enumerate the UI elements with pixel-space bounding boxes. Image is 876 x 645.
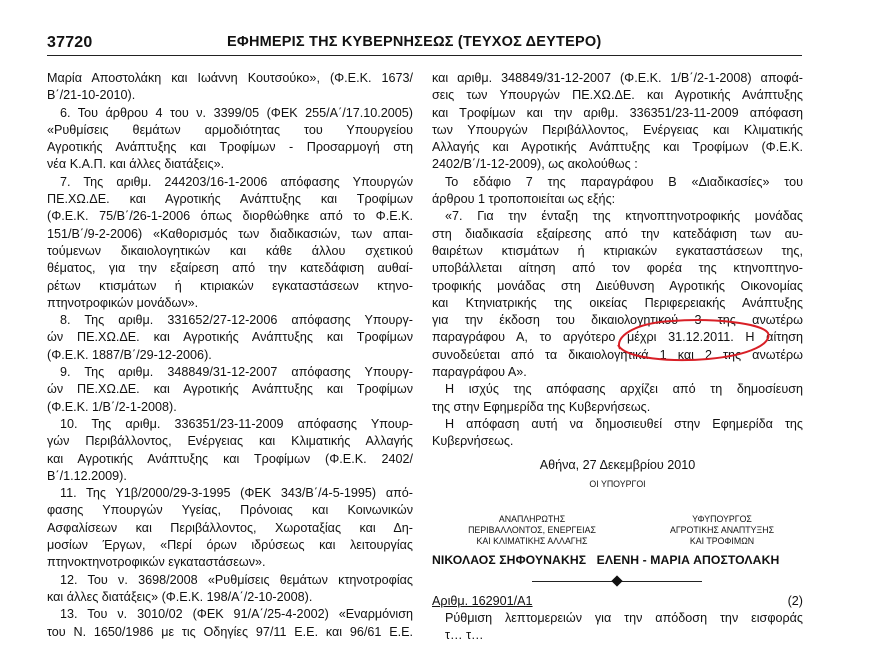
decision-number: Αριθμ. 162901/Α1 xyxy=(432,594,533,608)
text-line: ών ΠΕ.ΧΩ.ΔΕ. και Αγροτικής Ανάπτυξης και Τροφίμων xyxy=(47,382,413,397)
title-line: ΥΦΥΠΟΥΡΓΟΣ xyxy=(692,514,752,524)
ministers-label: ΟΙ ΥΠΟΥΡΓΟΙ xyxy=(589,478,646,489)
signatory-left-name: ΝΙΚΟΛΑΟΣ ΣΗΦΟΥΝΑΚΗΣ xyxy=(432,553,587,567)
text-line: πτηνοτροφικών μονάδων». xyxy=(47,295,199,310)
text-line: 151/Β΄/9-2-2006) «Καθορισμός των διαδικασιών, των απαι- xyxy=(47,226,413,241)
text-line: 8. Της αριθμ. 331652/27-12-2006 απόφασης Υπουργ- xyxy=(60,313,413,328)
text-line: Κυβερνήσεως. xyxy=(432,434,514,449)
left-column xyxy=(47,70,413,641)
header-rule xyxy=(47,55,802,56)
text-line: 13. Του ν. 3010/02 (ΦΕΚ 91/Α΄/25-4-2002) «Εναρμόνιση xyxy=(60,607,413,622)
text-line: τούμενων δικαιολογητικών και κάθε άλλου σχετικού xyxy=(47,243,413,258)
text-line: 6. Του άρθρου 4 του ν. 3399/05 (ΦΕΚ 255/Α΄/17.10.2005) xyxy=(60,105,413,120)
text-line: για την έκδοση του δικαιολογητικού 3 της ανωτέρω xyxy=(432,313,803,328)
text-line: των Υπουργών Περιβάλλοντος, Ενέργειας και Κλιματικής xyxy=(432,122,803,137)
text-line: και άλλες διατάξεις» (Φ.Ε.Κ. 198/Α΄/2-10-2008). xyxy=(47,589,313,604)
text-line: (Φ.Ε.Κ. 75/Β΄/26-1-2006 όπως διορθώθηκε από το Φ.Ε.Κ. xyxy=(47,209,413,224)
text-line: παραγράφου Α, το αργότερο μέχρι 31.12.2011. Η αίτηση xyxy=(432,330,803,345)
text-line: της στην Εφημερίδα της Κυβερνήσεως. xyxy=(432,399,651,414)
text-line: 9. Της αριθμ. 348849/31-12-2007 απόφασης Υπουργ- xyxy=(60,365,413,380)
text-line: Β΄/1.12.2009). xyxy=(47,468,127,483)
signature-right-title xyxy=(637,514,807,547)
text-line: και Τροφίμων και την αριθμ. 336351/23-11-2009 απόφαση xyxy=(432,105,803,120)
text-line: Αλλαγής και Αγροτικής Ανάπτυξης και Τροφίμων (Φ.Ε.Κ. xyxy=(432,140,803,155)
text-line: και Κτηνιατρικής της οικείας Περιφερειακής Ανάπτυξης xyxy=(432,295,803,310)
text-line: φασης Υπουργών Υγείας, Πρόνοιας και Κοινωνικών xyxy=(47,503,413,518)
signature-left-title xyxy=(432,514,632,547)
text-line: ΠΕ.ΧΩ.ΔΕ. και Αγροτικής Ανάπτυξης και Τροφίμων xyxy=(47,192,413,207)
text-line: νέα Κ.Α.Π. και άλλες διατάξεις». xyxy=(47,157,225,172)
decision-title: τ… τ… xyxy=(445,628,484,643)
title-line: ΑΓΡΟΤΙΚΗΣ ΑΝΑΠΤΥΞΗΣ xyxy=(669,525,775,535)
title-line: ΚΑΙ ΚΛΙΜΑΤΙΚΗΣ ΑΛΛΑΓΗΣ xyxy=(476,536,588,546)
title-line: ΚΑΙ ΤΡΟΦΙΜΩΝ xyxy=(689,536,755,546)
text-line: και αριθμ. 348849/31-12-2007 (Φ.Ε.Κ. 1/Β΄/2-1-2008) αποφά- xyxy=(432,71,803,85)
text-line: θέματος, για την εξαίρεση από την κατεδάφιση αυθαί- xyxy=(47,261,413,276)
signatory-names xyxy=(432,553,803,567)
diamond-ornament-icon xyxy=(611,575,622,586)
text-line: Η απόφαση αυτή να δημοσιευθεί στην Εφημερίδα της xyxy=(445,416,803,431)
gazette-title: ΕΦΗΜΕΡΙΣ ΤΗΣ ΚΥΒΕΡΝΗΣΕΩΣ (ΤΕΥΧΟΣ ΔΕΥΤΕΡΟ) xyxy=(227,34,602,50)
title-line: ΠΕΡΙΒΑΛΛΟΝΤΟΣ, ΕΝΕΡΓΕΙΑΣ xyxy=(468,525,596,535)
text-line: γών Περιβάλλοντος, Ενέργειας και Κλιματικής Αλλαγής xyxy=(47,434,413,449)
decision-title: Ρύθμιση λεπτομερειών για την απόδοση την εισφοράς xyxy=(445,611,803,625)
text-line: Μαρία Αποστολάκη και Ιωάννη Κουτσούκο», (Φ.Ε.Κ. 1673/ xyxy=(47,71,413,85)
date-line: Αθήνα, 27 Δεκεμβρίου 2010 xyxy=(539,457,696,472)
text-line: συνοδεύεται από τα δικαιολογητικά 1 και 2 της ανωτέρω xyxy=(432,347,803,362)
text-line: (Φ.Ε.Κ. 1887/Β΄/29-12-2006). xyxy=(47,347,212,362)
text-line: υποβάλλεται αίτηση από τον φορέα της κτηνοπτηνο- xyxy=(432,261,803,276)
text-line: «Ρυθμίσεις θεμάτων αρμοδιότητας του Υπουργείου xyxy=(47,122,413,137)
decision-marker: (2) xyxy=(787,594,803,608)
text-line: τροφικής μονάδας στη Διεύθυνση Αγροτικής Οικονομίας xyxy=(432,278,803,293)
text-line: σεις των Υπουργών ΠΕ.ΧΩ.ΔΕ. και Αγροτικής Ανάπτυξης xyxy=(432,88,803,103)
right-column xyxy=(432,70,803,490)
text-line: παραγράφου Α». xyxy=(432,365,527,380)
red-ellipse-annotation xyxy=(612,315,772,363)
text-line: Αγροτικής Ανάπτυξης και Τροφίμων - Προσαρμογή στη xyxy=(47,140,413,155)
text-line: Το εδάφιο 7 της παραγράφου Β «Διαδικασίες» του xyxy=(445,174,803,189)
text-line: 10. Της αριθμ. 336351/23-11-2009 απόφασης Υπουρ- xyxy=(60,416,413,431)
signatory-right-name: ΕΛΕΝΗ - ΜΑΡΙΑ ΑΠΟΣΤΟΛΑΚΗ xyxy=(596,553,780,567)
page-header xyxy=(47,33,802,53)
page-number: 37720 xyxy=(47,34,93,51)
text-line: 7. Της αριθμ. 244203/16-1-2006 απόφασης Υπουργών xyxy=(60,174,413,189)
text-line: ών ΠΕ.ΧΩ.ΔΕ. και Αγροτικής Ανάπτυξης και Τροφίμων xyxy=(47,330,413,345)
next-decision xyxy=(432,593,803,645)
title-line: ΑΝΑΠΛΗΡΩΤΗΣ xyxy=(498,514,566,524)
text-line: 11. Της Υ1β/2000/29-3-1995 (ΦΕΚ 343/Β΄/4-5-1995) από- xyxy=(60,486,413,501)
text-line: και Αγροτικής Ανάπτυξης και Τροφίμων (Φ.Ε.Κ. 2402/ xyxy=(47,451,413,466)
text-line: στη διαδικασία εξαίρεσης από την κατεδάφιση των αυ- xyxy=(432,226,803,241)
text-line: Β΄/21-10-2010). xyxy=(47,88,136,103)
text-line: του Ν. 1650/1986 με τις Οδηγίες 97/11 Ε.Ε. και 96/61 Ε.Ε. xyxy=(47,624,413,639)
text-line: ρέτων κτισμάτων ή κτιριακών εγκαταστάσεων κτηνο- xyxy=(47,278,413,293)
text-line: Η ισχύς της απόφασης αρχίζει από τη δημοσίευση xyxy=(445,382,803,397)
text-line: άρθρου 1 τροποποιείται ως εξής: xyxy=(432,192,616,207)
text-line: θαιρέτων κτισμάτων ή κτιριακών εγκαταστάσεων της, xyxy=(432,243,803,258)
text-line: Ασφαλίσεων και Περιβάλλοντος, Χωροταξίας και Δη- xyxy=(47,520,413,535)
text-line: «7. Για την ένταξη της κτηνοπτηνοτροφικής μονάδας xyxy=(445,209,803,224)
text-line: μοσίων Έργων, «Περί όρων ιδρύσεως και λειτουργίας xyxy=(47,538,413,553)
text-line: 2402/Β΄/1-12-2009), ως ακολούθως : xyxy=(432,157,638,172)
text-line: (Φ.Ε.Κ. 1/Β΄/2-1-2008). xyxy=(47,399,177,414)
text-line: πτηνοκτηνοτροφικών εγκαταστάσεων». xyxy=(47,555,266,570)
text-line: 12. Του ν. 3698/2008 «Ρυθμίσεις θεμάτων κτηνοτροφίας xyxy=(60,572,413,587)
